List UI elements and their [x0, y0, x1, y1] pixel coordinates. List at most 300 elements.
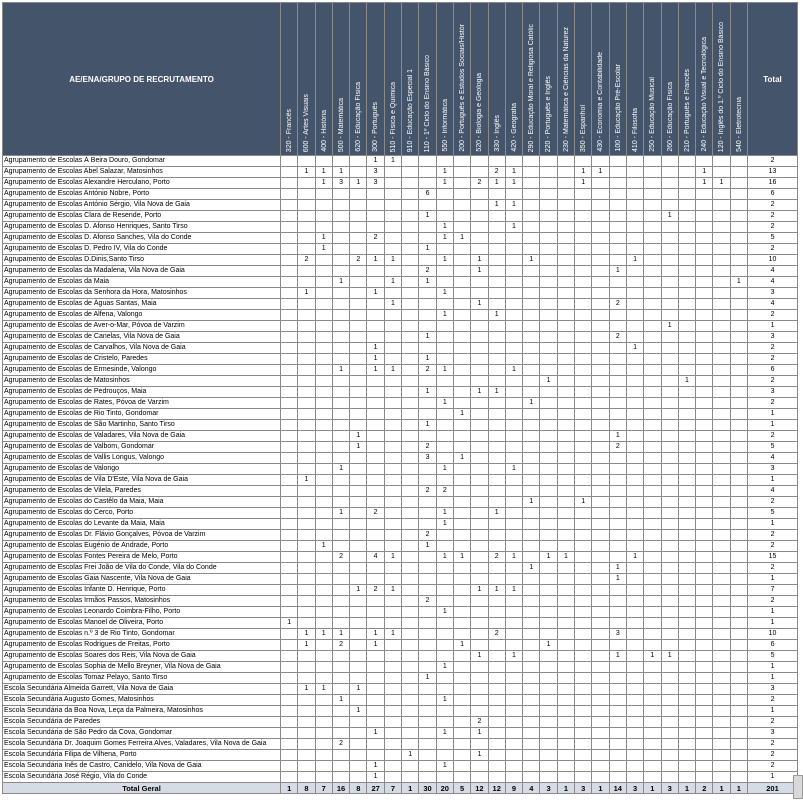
column-header	[540, 3, 557, 156]
table-cell	[350, 200, 367, 211]
table-cell	[592, 508, 609, 519]
table-cell	[332, 673, 349, 684]
table-cell	[384, 475, 401, 486]
table-cell	[350, 365, 367, 376]
table-cell	[609, 354, 626, 365]
table-cell	[315, 574, 332, 585]
table-cell	[696, 222, 713, 233]
table-row	[3, 266, 798, 277]
table-cell	[730, 431, 747, 442]
table-cell	[713, 156, 730, 167]
table-cell: 1	[436, 552, 453, 563]
table-cell	[505, 189, 522, 200]
table-cell	[678, 387, 695, 398]
table-cell	[644, 618, 661, 629]
table-cell	[540, 398, 557, 409]
table-cell	[540, 222, 557, 233]
table-cell	[281, 519, 298, 530]
table-cell	[471, 431, 488, 442]
table-cell	[730, 640, 747, 651]
table-cell	[488, 706, 505, 717]
table-cell	[592, 244, 609, 255]
table-cell	[644, 266, 661, 277]
table-cell	[281, 728, 298, 739]
table-cell	[557, 640, 574, 651]
table-cell	[384, 167, 401, 178]
table-cell	[644, 552, 661, 563]
table-cell	[713, 431, 730, 442]
table-cell	[298, 200, 315, 211]
table-cell	[575, 343, 592, 354]
school-name: Agrupamento de Escolas D. Afonso Sanches, Vila do Conde	[3, 233, 281, 244]
table-cell	[436, 332, 453, 343]
table-cell	[332, 596, 349, 607]
table-cell	[592, 222, 609, 233]
table-row	[3, 288, 798, 299]
row-total: 2	[748, 596, 798, 607]
table-cell	[557, 453, 574, 464]
table-cell	[471, 552, 488, 563]
table-cell	[661, 343, 678, 354]
table-cell	[730, 530, 747, 541]
table-cell	[696, 607, 713, 618]
table-cell	[609, 739, 626, 750]
table-row	[3, 464, 798, 475]
table-cell	[713, 541, 730, 552]
column-header	[713, 3, 730, 156]
table-cell: 1	[696, 178, 713, 189]
table-cell	[281, 244, 298, 255]
table-cell	[592, 574, 609, 585]
row-total: 3	[748, 387, 798, 398]
table-cell	[281, 442, 298, 453]
table-cell	[402, 464, 419, 475]
table-cell	[730, 574, 747, 585]
table-cell	[367, 475, 384, 486]
table-cell	[384, 398, 401, 409]
table-cell	[575, 409, 592, 420]
table-cell	[678, 662, 695, 673]
table-cell: 1	[315, 684, 332, 695]
table-cell	[332, 772, 349, 783]
table-cell: 1	[350, 431, 367, 442]
table-cell	[592, 365, 609, 376]
table-row	[3, 310, 798, 321]
group-header: AE/ENA/GRUPO DE RECRUTAMENTO	[3, 3, 281, 156]
table-cell	[540, 365, 557, 376]
row-total: 6	[748, 189, 798, 200]
table-cell	[592, 541, 609, 552]
table-cell	[488, 343, 505, 354]
table-cell: 2	[419, 266, 436, 277]
table-cell: 1	[384, 277, 401, 288]
table-cell	[696, 321, 713, 332]
table-cell	[367, 277, 384, 288]
table-cell	[367, 211, 384, 222]
column-total: 27	[367, 783, 384, 794]
table-cell	[557, 761, 574, 772]
table-cell	[315, 607, 332, 618]
table-cell	[402, 717, 419, 728]
table-cell: 1	[661, 651, 678, 662]
table-cell: 2	[419, 365, 436, 376]
table-cell	[315, 497, 332, 508]
table-cell	[644, 519, 661, 530]
table-cell: 1	[609, 563, 626, 574]
table-cell: 1	[419, 541, 436, 552]
table-cell	[315, 475, 332, 486]
table-cell: 1	[488, 387, 505, 398]
table-cell	[661, 310, 678, 321]
table-cell	[488, 409, 505, 420]
table-cell	[661, 266, 678, 277]
table-cell	[453, 728, 470, 739]
table-cell	[281, 475, 298, 486]
table-cell: 1	[436, 398, 453, 409]
column-header	[730, 3, 747, 156]
table-cell	[419, 706, 436, 717]
table-cell	[298, 728, 315, 739]
table-cell	[696, 310, 713, 321]
table-cell	[557, 607, 574, 618]
table-cell	[678, 310, 695, 321]
table-cell	[384, 354, 401, 365]
table-cell	[609, 244, 626, 255]
table-cell	[592, 563, 609, 574]
table-cell	[592, 739, 609, 750]
table-cell	[488, 574, 505, 585]
table-cell	[523, 684, 540, 695]
table-cell	[575, 310, 592, 321]
table-cell	[523, 618, 540, 629]
table-cell	[402, 508, 419, 519]
table-cell	[661, 464, 678, 475]
table-cell	[488, 695, 505, 706]
table-cell	[626, 244, 643, 255]
table-cell	[436, 431, 453, 442]
table-cell	[367, 376, 384, 387]
table-cell	[661, 706, 678, 717]
table-cell: 1	[488, 508, 505, 519]
table-cell	[505, 607, 522, 618]
table-cell	[696, 453, 713, 464]
table-cell: 1	[523, 398, 540, 409]
table-cell	[661, 563, 678, 574]
school-name: Agrupamento de Escolas D. Afonso Henriques, Santo Tirso	[3, 222, 281, 233]
table-cell	[696, 365, 713, 376]
table-row	[3, 585, 798, 596]
table-row	[3, 750, 798, 761]
column-total: 3	[575, 783, 592, 794]
table-cell	[713, 387, 730, 398]
table-cell	[713, 640, 730, 651]
table-cell	[661, 365, 678, 376]
table-cell: 2	[419, 596, 436, 607]
table-cell	[592, 266, 609, 277]
table-cell	[281, 431, 298, 442]
table-cell	[281, 640, 298, 651]
table-cell	[713, 717, 730, 728]
table-cell	[315, 299, 332, 310]
table-cell	[696, 717, 713, 728]
column-header-label: 400 - História	[320, 110, 328, 152]
table-cell	[402, 662, 419, 673]
school-name: Agrupamento de Escolas de Cristelo, Paredes	[3, 354, 281, 365]
table-cell	[298, 772, 315, 783]
table-cell	[436, 541, 453, 552]
row-total: 6	[748, 365, 798, 376]
column-header-label: 320 - Francês	[286, 108, 293, 152]
table-cell	[315, 750, 332, 761]
table-cell: 2	[488, 552, 505, 563]
table-cell	[678, 684, 695, 695]
table-cell: 1	[315, 178, 332, 189]
table-cell	[281, 486, 298, 497]
table-cell	[713, 244, 730, 255]
table-cell	[730, 739, 747, 750]
table-cell: 1	[436, 310, 453, 321]
table-cell	[298, 211, 315, 222]
table-cell	[592, 486, 609, 497]
table-cell	[644, 739, 661, 750]
table-cell	[350, 563, 367, 574]
table-cell	[730, 706, 747, 717]
table-cell	[592, 310, 609, 321]
table-cell	[488, 277, 505, 288]
table-cell	[281, 629, 298, 640]
table-cell	[678, 673, 695, 684]
table-cell	[436, 189, 453, 200]
table-cell	[471, 508, 488, 519]
table-cell	[488, 497, 505, 508]
table-cell	[453, 299, 470, 310]
table-cell	[661, 728, 678, 739]
table-cell	[488, 398, 505, 409]
total-row-label: Total Geral	[3, 783, 281, 794]
school-name: Agrupamento de Escolas de Canelas, Vila Nova de Gaia	[3, 332, 281, 343]
table-row	[3, 552, 798, 563]
table-cell	[540, 343, 557, 354]
table-cell	[592, 442, 609, 453]
row-total: 2	[748, 343, 798, 354]
school-name: Agrupamento de Escolas Soares dos Reis, Vila Nova de Gaia	[3, 651, 281, 662]
table-cell	[557, 596, 574, 607]
table-cell	[332, 497, 349, 508]
table-cell	[661, 156, 678, 167]
column-header-label: 120 - Inglês do 1.º Ciclo do Ensino Básico	[718, 21, 726, 152]
table-cell: 1	[436, 167, 453, 178]
table-cell	[488, 640, 505, 651]
table-cell	[471, 761, 488, 772]
table-cell	[453, 695, 470, 706]
table-cell	[350, 277, 367, 288]
table-cell	[661, 486, 678, 497]
table-cell	[609, 200, 626, 211]
row-total: 1	[748, 607, 798, 618]
table-cell	[557, 211, 574, 222]
row-total: 2	[748, 211, 798, 222]
table-cell: 1	[436, 464, 453, 475]
row-total: 5	[748, 442, 798, 453]
table-cell	[696, 354, 713, 365]
table-cell	[453, 277, 470, 288]
table-cell	[557, 321, 574, 332]
school-name: Agrupamento de Escolas Tomaz Pelayo, Santo Tirso	[3, 673, 281, 684]
table-cell	[575, 530, 592, 541]
column-header-label: 200 - Português e Estudos Sociais/Histór	[458, 24, 466, 152]
table-row	[3, 739, 798, 750]
table-cell	[419, 695, 436, 706]
table-cell	[661, 244, 678, 255]
table-cell	[488, 739, 505, 750]
column-header-label: 100 - Educação Pré-Escolar	[614, 64, 622, 152]
table-cell	[402, 607, 419, 618]
table-cell	[626, 563, 643, 574]
table-cell	[678, 354, 695, 365]
table-cell	[419, 508, 436, 519]
table-cell	[592, 684, 609, 695]
table-cell	[626, 750, 643, 761]
table-cell	[332, 376, 349, 387]
table-cell	[471, 739, 488, 750]
table-cell	[540, 277, 557, 288]
table-cell	[384, 420, 401, 431]
table-cell	[384, 200, 401, 211]
table-cell	[471, 244, 488, 255]
table-cell: 1	[332, 629, 349, 640]
scroll-handle[interactable]	[793, 775, 803, 799]
table-cell	[471, 486, 488, 497]
table-cell	[592, 706, 609, 717]
table-cell	[505, 453, 522, 464]
table-cell	[488, 365, 505, 376]
table-cell	[557, 365, 574, 376]
table-cell	[332, 222, 349, 233]
table-cell	[713, 464, 730, 475]
table-cell: 1	[315, 167, 332, 178]
table-cell: 1	[436, 178, 453, 189]
table-cell	[315, 409, 332, 420]
school-name: Agrupamento de Escolas Fontes Pereira de Melo, Porto	[3, 552, 281, 563]
table-cell	[315, 222, 332, 233]
table-cell	[384, 266, 401, 277]
table-cell	[696, 739, 713, 750]
table-cell	[419, 772, 436, 783]
table-cell: 1	[419, 244, 436, 255]
school-name: Agrupamento de Escolas Clara de Resende, Porto	[3, 211, 281, 222]
table-cell	[281, 222, 298, 233]
table-cell	[626, 277, 643, 288]
table-cell	[523, 178, 540, 189]
table-cell	[367, 398, 384, 409]
table-row	[3, 332, 798, 343]
table-cell	[592, 332, 609, 343]
table-cell	[471, 706, 488, 717]
table-cell	[436, 596, 453, 607]
school-name: Agrupamento de Escolas do Castêlo da Maia, Maia	[3, 497, 281, 508]
table-row	[3, 618, 798, 629]
school-name: Agrupamento de Escolas de Rio Tinto, Gondomar	[3, 409, 281, 420]
table-cell	[644, 222, 661, 233]
table-cell	[471, 200, 488, 211]
table-cell	[609, 189, 626, 200]
table-cell	[471, 695, 488, 706]
table-cell: 2	[471, 717, 488, 728]
row-total: 5	[748, 651, 798, 662]
row-total: 2	[748, 563, 798, 574]
table-cell	[402, 486, 419, 497]
table-cell: 1	[626, 552, 643, 563]
table-cell	[453, 596, 470, 607]
table-cell	[696, 662, 713, 673]
row-total: 4	[748, 266, 798, 277]
table-cell: 1	[419, 387, 436, 398]
school-name: Agrupamento de Escolas Dr. Flávio Gonçalves, Póvoa de Varzim	[3, 530, 281, 541]
table-cell: 1	[419, 420, 436, 431]
table-cell	[453, 464, 470, 475]
column-header-label: 550 - Informática	[441, 99, 449, 152]
column-header	[678, 3, 695, 156]
row-total: 3	[748, 288, 798, 299]
table-cell	[540, 695, 557, 706]
table-cell	[713, 618, 730, 629]
table-cell	[609, 288, 626, 299]
table-cell	[730, 387, 747, 398]
table-cell	[505, 563, 522, 574]
table-cell: 1	[315, 629, 332, 640]
table-cell: 1	[713, 178, 730, 189]
table-cell	[367, 310, 384, 321]
row-total: 5	[748, 233, 798, 244]
table-cell: 1	[505, 200, 522, 211]
table-cell	[575, 288, 592, 299]
table-cell	[523, 695, 540, 706]
table-cell	[315, 717, 332, 728]
table-cell	[592, 750, 609, 761]
table-cell	[332, 409, 349, 420]
table-cell	[419, 464, 436, 475]
column-header	[626, 3, 643, 156]
table-cell	[557, 695, 574, 706]
table-cell	[644, 321, 661, 332]
table-cell	[298, 497, 315, 508]
table-cell	[281, 552, 298, 563]
column-total: 12	[488, 783, 505, 794]
table-cell	[575, 354, 592, 365]
table-cell	[281, 673, 298, 684]
table-cell	[609, 464, 626, 475]
table-cell	[471, 376, 488, 387]
table-cell	[523, 651, 540, 662]
table-cell	[505, 728, 522, 739]
table-cell	[281, 343, 298, 354]
table-cell	[315, 695, 332, 706]
table-cell	[626, 541, 643, 552]
table-cell	[298, 376, 315, 387]
table-cell	[557, 431, 574, 442]
table-cell	[644, 530, 661, 541]
table-cell	[678, 299, 695, 310]
table-cell	[350, 332, 367, 343]
table-cell	[436, 739, 453, 750]
column-header-label: 290 - Educação Moral e Religiosa Católic	[528, 23, 536, 152]
table-cell	[332, 244, 349, 255]
table-cell	[505, 211, 522, 222]
table-cell	[696, 640, 713, 651]
table-cell	[592, 453, 609, 464]
table-cell	[730, 321, 747, 332]
table-cell	[609, 772, 626, 783]
